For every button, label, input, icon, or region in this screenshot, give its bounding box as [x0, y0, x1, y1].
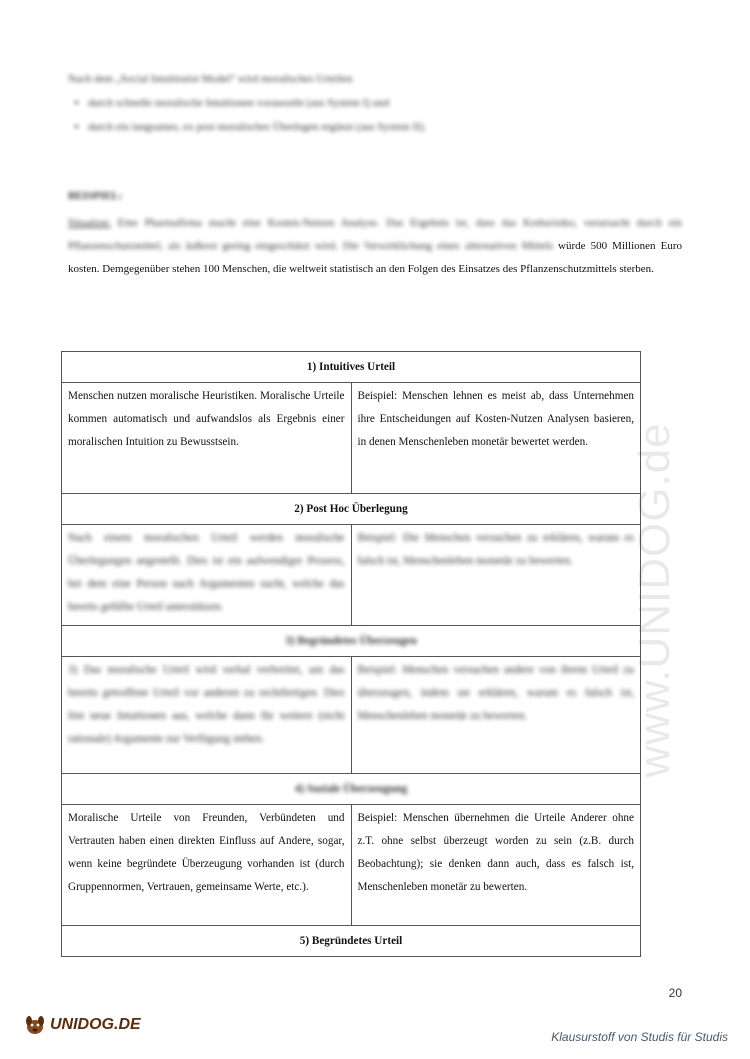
dog-icon	[22, 1012, 48, 1038]
intro-bullet: • durch schnelle moralische Intuitionen vorausseht (aus System I) und	[88, 94, 668, 112]
section-example	[351, 657, 641, 774]
section-title-text: 4) Soziale Überzeugung	[294, 782, 408, 795]
intro-block	[68, 70, 668, 142]
section-description-text: Nach einem moralischen Urteil werden moralische Überlegungen angestellt. Dies ist ein aufwendiger Prozess, bei dem eine Person nach Argumenten sucht, welche das bereits gefällte Urteil unterstützen.	[68, 532, 345, 613]
example-blurred-text: Eine Pharmafirma macht eine Kosten-Nutzen Analyse. Das Ergebnis ist, dass das Krebsrisiko, verursacht durch ein Pflanzenschutzmittel, als äußerst gering eingeschätzt wird. Die Verwirklichung eines alternativen Mittels	[68, 217, 683, 252]
section-title: 5) Begründetes Urteil	[62, 926, 641, 957]
intro-text: Nach dem „Social Intuitionist Model“ wird moralisches Urteilen	[68, 73, 353, 85]
section-example	[351, 525, 641, 626]
table-row	[62, 525, 641, 626]
example-label: Situation:	[68, 217, 111, 229]
section-description	[62, 657, 352, 774]
intro-bullet-list	[68, 94, 668, 136]
section-example-text: Beispiel: Die Menschen versuchen zu erklären, warum es falsch ist, Menschenleben monetär zu bewerten.	[357, 532, 634, 567]
section-example: Beispiel: Menschen übernehmen die Urteile Anderer ohne z.T. ohne selbst überzeugt worden zu sein (z.B. durch Beobachtung); sie denken dann auch, dass es falsch ist, Menschenleben monetär zu bewerten.	[351, 805, 641, 926]
intro-bullet: • durch ein langsames, ex post moralisches Überlegen ergänzt (aus System II).	[88, 118, 668, 136]
example-visible-text: würde 500 Millionen Euro kosten. Demgegenüber stehen 100 Menschen, die weltweit statistisch an den Folgen des Einsatzes des Pflanzenschutzmittels sterben.	[68, 240, 683, 275]
section-description-text: 3) Das moralische Urteil wird verbal verbreitet, um das bereits getroffene Urteil vor anderen zu rechtfertigen. Dies löst neue Intuitionen aus, welche dann für weitere (nicht rationale) Argumente zur Verfügung stehen.	[68, 664, 345, 745]
section-title	[62, 774, 641, 805]
section-description: Moralische Urteile von Freunden, Verbündeten und Vertrauten haben einen direkten Einfluss auf Andere, sogar, wenn keine begründete Überzeugung vorhanden ist (durch Gruppennormen, Vertrauen, gemeinsame Werte, etc.).	[62, 805, 352, 926]
section-example-text: Beispiel: Menschen versuchen andere von ihrem Urteil zu überzeugen, indem sie erklären, warum es falsch ist, Menschenleben monetär zu bewerten.	[357, 664, 634, 722]
section-title-text: 3) Begründetes Überzeugen	[285, 634, 417, 647]
table-row	[62, 352, 641, 383]
section-description	[62, 525, 352, 626]
page-number: 20	[668, 986, 682, 1000]
table-row	[62, 383, 641, 494]
table-row	[62, 774, 641, 805]
table-row	[62, 626, 641, 657]
section-title	[62, 626, 641, 657]
tagline: Klausurstoff von Studis für Studis	[551, 1030, 728, 1044]
section-title: 2) Post Hoc Überlegung	[62, 494, 641, 525]
watermark-text: www.UNIDOG.de	[630, 422, 679, 778]
logo	[22, 1012, 141, 1038]
section-example: Beispiel: Menschen lehnen es meist ab, dass Unternehmen ihre Entscheidungen auf Kosten-Nutzen Analysen basieren, in denen Menschenleben monetär bewertet werden.	[351, 383, 641, 494]
example-heading: BEISPIEL:	[68, 190, 123, 202]
section-description: Menschen nutzen moralische Heuristiken. Moralische Urteile kommen automatisch und aufwandslos als Ergebnis einer moralischen Intuition zu Bewusstsein.	[62, 383, 352, 494]
table-row	[62, 926, 641, 957]
model-table	[61, 351, 641, 957]
table-row	[62, 657, 641, 774]
table-row	[62, 805, 641, 926]
example-paragraph	[68, 212, 682, 281]
table-row	[62, 494, 641, 525]
logo-text: UNIDOG.DE	[50, 1016, 141, 1033]
section-title: 1) Intuitives Urteil	[62, 352, 641, 383]
